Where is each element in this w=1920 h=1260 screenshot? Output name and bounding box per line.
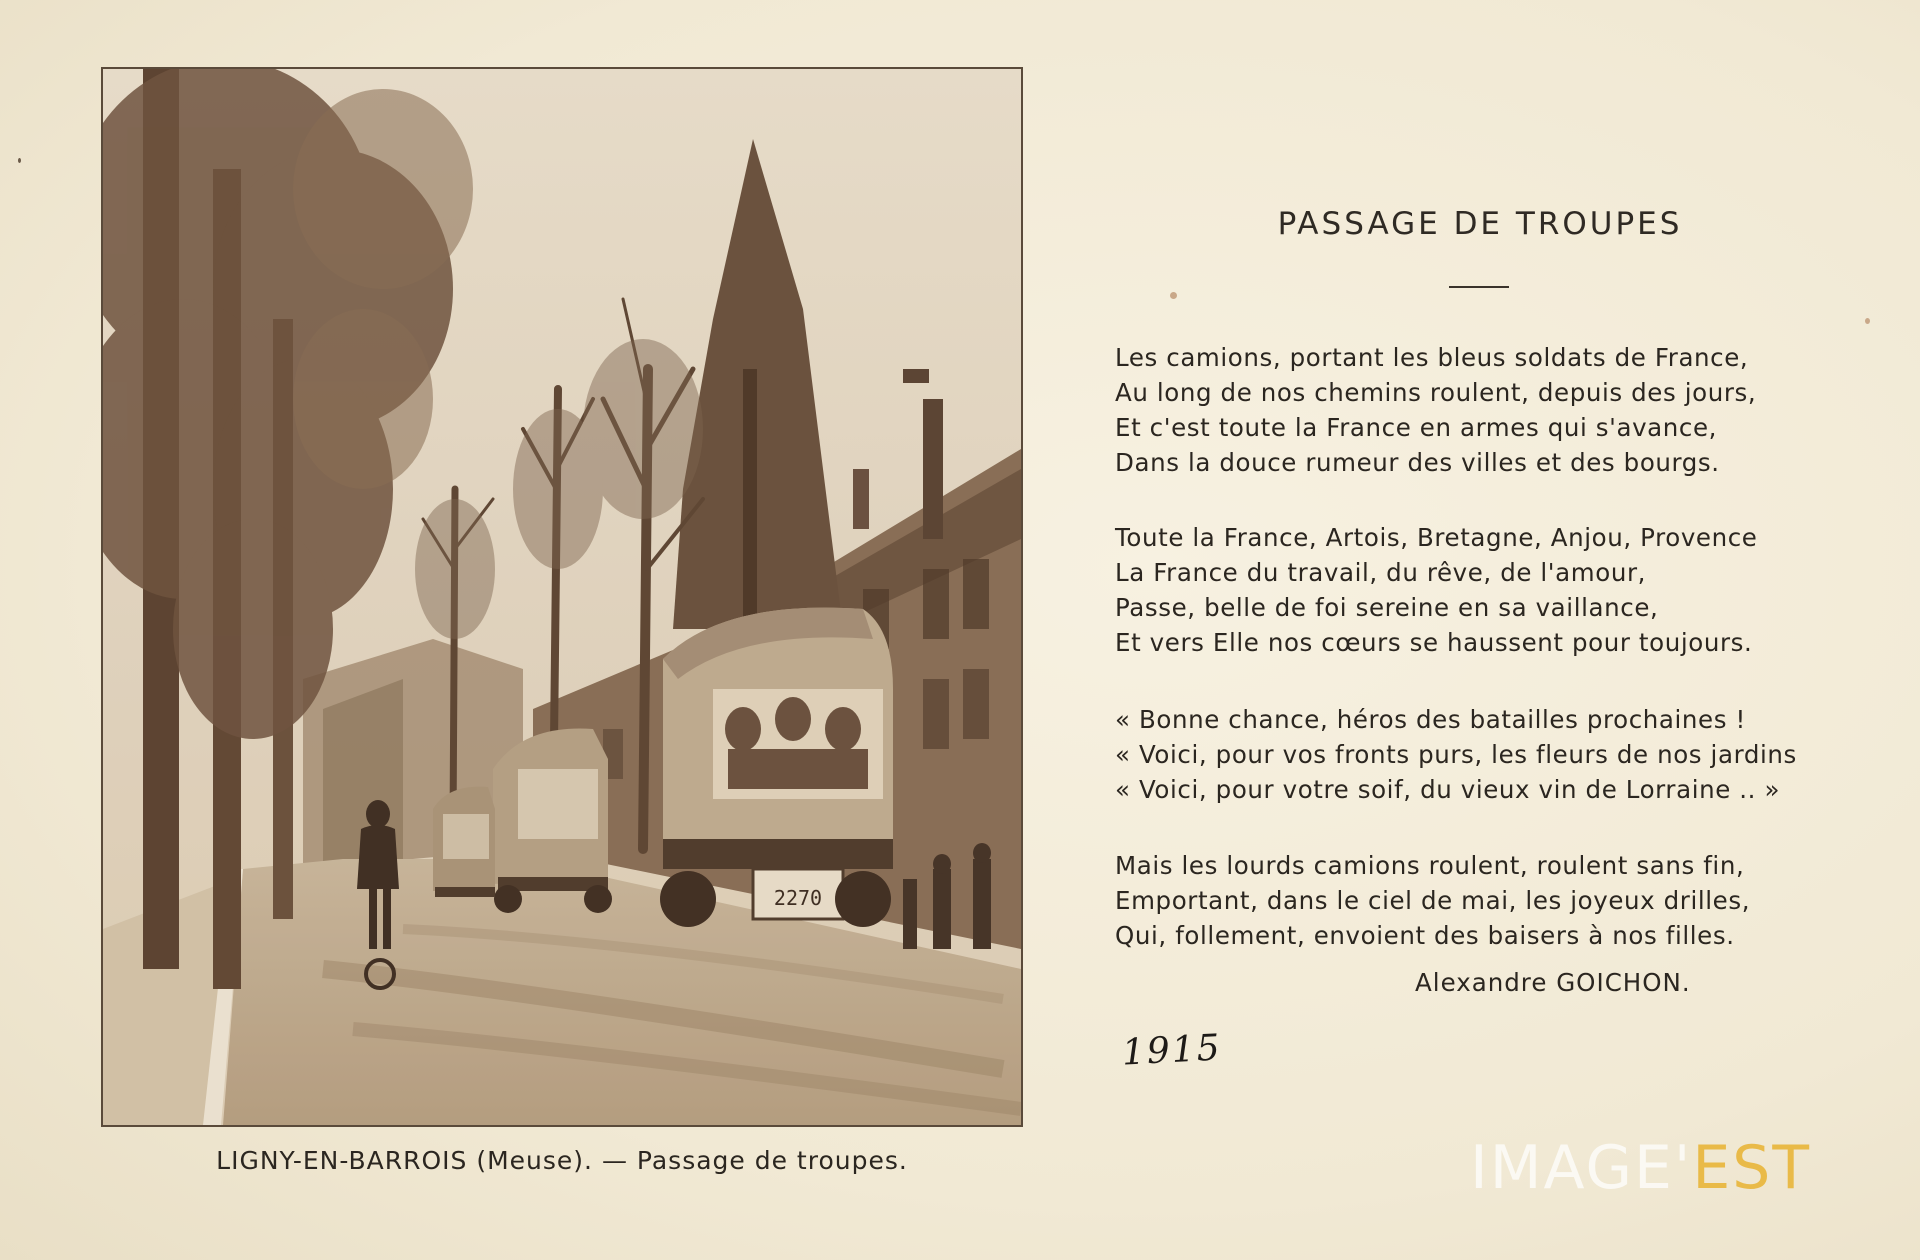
watermark-part-image: IMAGE' (1470, 1133, 1693, 1203)
paper-speck (1170, 292, 1177, 299)
paper-speck (18, 158, 21, 163)
stanza-3 (1115, 702, 1895, 807)
verse-line: Et vers Elle nos cœurs se haussent pour toujours. (1115, 628, 1753, 657)
title-divider (1449, 286, 1509, 288)
verse-line: Au long de nos chemins roulent, depuis des jours, (1115, 378, 1757, 407)
street-photograph (101, 67, 1023, 1127)
verse-line: Les camions, portant les bleus soldats de France, (1115, 343, 1749, 372)
stanza-2 (1115, 520, 1895, 660)
verse-line: Dans la douce rumeur des villes et des bourgs. (1115, 448, 1720, 477)
watermark-part-est: EST (1692, 1133, 1812, 1203)
verse-line: Emportant, dans le ciel de mai, les joyeux drilles, (1115, 886, 1751, 915)
poem-author: Alexandre GOICHON. (1415, 968, 1691, 997)
lorry-plate-number: 2270 (773, 886, 823, 910)
verse-line: « Voici, pour votre soif, du vieux vin de Lorraine .. » (1115, 775, 1781, 804)
photo-caption: LIGNY-EN-BARROIS (Meuse). — Passage de troupes. (216, 1146, 908, 1175)
verse-line: Mais les lourds camions roulent, roulent sans fin, (1115, 851, 1745, 880)
paper-speck (1865, 318, 1870, 324)
verse-line: Toute la France, Artois, Bretagne, Anjou, Provence (1115, 523, 1758, 552)
handwritten-year: 1915 (1120, 1027, 1223, 1074)
verse-line: « Bonne chance, héros des batailles prochaines ! (1115, 705, 1746, 734)
watermark-logo (1470, 1133, 1811, 1203)
verse-line: Qui, follement, envoient des baisers à nos filles. (1115, 921, 1735, 950)
verse-line: Passe, belle de foi sereine en sa vaillance, (1115, 593, 1659, 622)
verse-line: Et c'est toute la France en armes qui s'avance, (1115, 413, 1718, 442)
stanza-1 (1115, 340, 1895, 480)
street-scene-illustration (103, 69, 1021, 1125)
stanza-4 (1115, 848, 1895, 953)
poem-title: PASSAGE DE TROUPES (1277, 206, 1683, 242)
verse-line: La France du travail, du rêve, de l'amour, (1115, 558, 1647, 587)
verse-line: « Voici, pour vos fronts purs, les fleurs de nos jardins (1115, 740, 1797, 769)
